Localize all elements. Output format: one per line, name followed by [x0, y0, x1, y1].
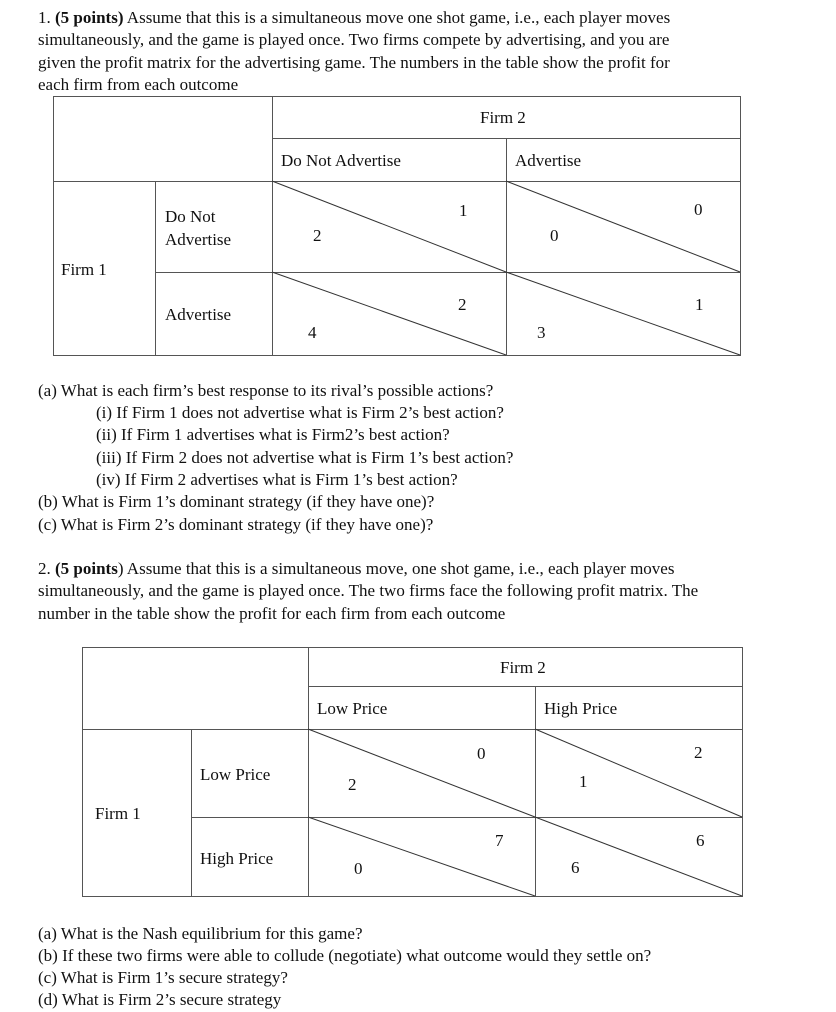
q1-question-a-ii: (ii) If Firm 1 advertises what is Firm2’s best action? [96, 425, 450, 444]
q1-cell-payoff-firm2: 2 [458, 295, 467, 314]
q1-cell-payoff-firm2: 1 [695, 295, 704, 314]
q1-question-a-iv: (iv) If Firm 2 advertises what is Firm 1’s best action? [96, 470, 458, 489]
q2-row-player: Firm 1 [95, 804, 141, 823]
q1-cell-payoff-firm1: 2 [313, 226, 322, 245]
q2-cell-payoff-firm2: 0 [477, 744, 486, 763]
q2-col-player: Firm 2 [500, 658, 546, 677]
q1-row-header-do-not-advertise-line-1: Do Not [165, 207, 216, 226]
q1-row-player: Firm 1 [61, 260, 107, 279]
q1-row-header-do-not-advertise-line-2: Advertise [165, 230, 232, 249]
q2-col-header-high-price: High Price [544, 699, 618, 718]
q2-question-a: (a) What is the Nash equilibrium for this game? [38, 924, 363, 943]
q1-intro-line-3: given the profit matrix for the advertising game. The numbers in the table show the profit for [38, 52, 670, 72]
q1-question-a-i: (i) If Firm 1 does not advertise what is Firm 2’s best action? [96, 403, 504, 422]
q1-cell-payoff-firm1: 0 [550, 226, 559, 245]
q2-number: 2. [38, 559, 51, 578]
q2-row-header-low-price: Low Price [200, 765, 271, 784]
q2-question-b: (b) If these two firms were able to collude (negotiate) what outcome would they settle on? [38, 946, 652, 965]
q2-intro-line-3: number in the table show the profit for each firm from each outcome [38, 603, 506, 623]
q1-points: (5 points) [55, 8, 124, 27]
q2-row-header-high-price: High Price [200, 849, 274, 868]
q2-cell-payoff-firm1: 2 [348, 775, 357, 794]
q2-col-header-low-price: Low Price [317, 699, 388, 718]
q1-col-header-advertise: Advertise [515, 151, 582, 170]
q2-intro-line-1: ) Assume that this is a simultaneous move, one shot game, i.e., each player moves [117, 559, 675, 578]
q1-intro-line-1: Assume that this is a simultaneous move one shot game, i.e., each player moves [126, 8, 671, 27]
q1-number: 1. [38, 8, 51, 27]
q1-question-c: (c) What is Firm 2’s dominant strategy (if they have one)? [38, 515, 434, 534]
q1-cell-payoff-firm1: 3 [537, 323, 546, 342]
q1-question-a-iii: (iii) If Firm 2 does not advertise what is Firm 1’s best action? [96, 448, 514, 467]
q2-cell-payoff-firm2: 2 [694, 743, 703, 762]
q1-intro-line-4: each firm from each outcome [38, 74, 239, 94]
q2-cell-payoff-firm1: 0 [354, 859, 363, 878]
q1-col-player: Firm 2 [480, 108, 526, 127]
q2-points: (5 points [55, 559, 118, 578]
q1-question-b: (b) What is Firm 1’s dominant strategy (if they have one)? [38, 492, 435, 511]
q2-intro-line-2: simultaneously, and the game is played once. The two firms face the following profit matrix. The [38, 581, 699, 601]
q2-question-c: (c) What is Firm 1’s secure strategy? [38, 968, 288, 987]
q2-question-d: (d) What is Firm 2’s secure strategy [38, 990, 282, 1009]
q2-cell-payoff-firm1: 1 [579, 772, 588, 791]
q1-cell-payoff-firm1: 4 [308, 323, 317, 342]
q1-intro-line-2: simultaneously, and the game is played once. Two firms compete by advertising, and you are [38, 30, 670, 50]
q1-cell-payoff-firm2: 0 [694, 200, 703, 219]
q1-cell-payoff-firm2: 1 [459, 201, 468, 220]
q2-cell-payoff-firm2: 6 [696, 831, 705, 850]
q2-cell-payoff-firm1: 6 [571, 858, 580, 877]
q1-col-header-do-not-advertise: Do Not Advertise [281, 151, 401, 170]
q2-cell-payoff-firm2: 7 [495, 831, 504, 850]
q1-row-header-advertise: Advertise [165, 305, 232, 324]
q1-question-a: (a) What is each firm’s best response to its rival’s possible actions? [38, 381, 494, 400]
